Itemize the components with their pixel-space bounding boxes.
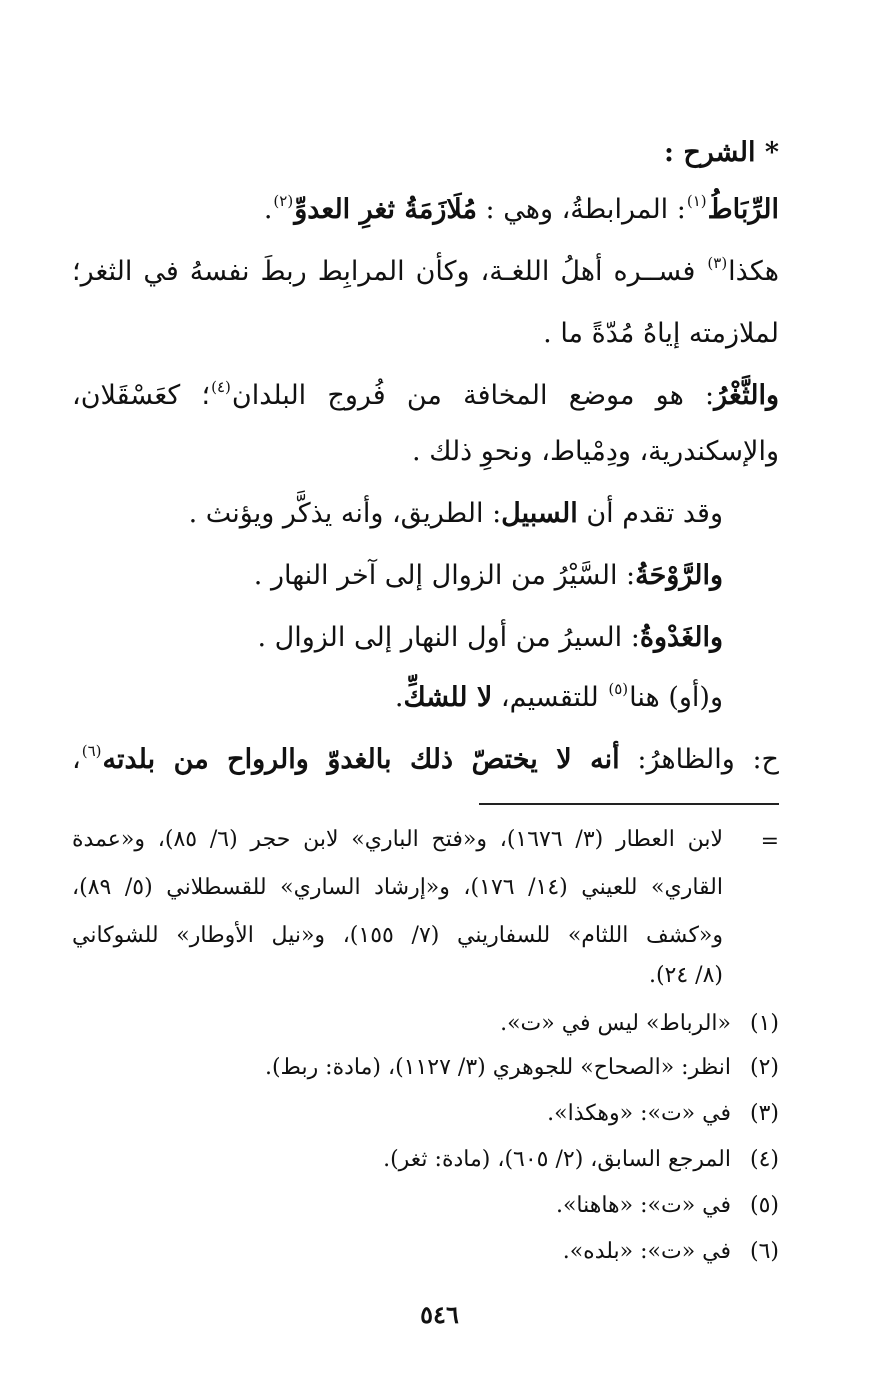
body-line-5: والإسكندرية، ودِمْياط، ونحوِ ذلك . <box>412 436 779 467</box>
footnote-number: (٥) <box>749 1193 779 1218</box>
footnote-cont-line-3: و«كشف اللثام» للسفاريني (٧/ ١٥٥)، و«نيل الأوطار» للشوكاني <box>72 923 723 948</box>
body-line-1 <box>264 190 779 233</box>
body-line-8 <box>257 618 723 658</box>
body-line-3: لملازمته إياهُ مُدّةً ما . <box>543 318 779 349</box>
footnote-number: (٦) <box>749 1239 779 1264</box>
term-thaghr: والثَّغْرُ <box>714 380 779 411</box>
footnote-cont-line-1: لابن العطار (٣/ ١٦٧٦)، و«فتح الباري» لابن حجر (٦/ ٨٥)، و«عمدة <box>72 827 723 852</box>
text: فســره أهلُ اللغـة، وكأن المرابِط ربطَ نفسهُ في الثغر؛ <box>72 256 707 287</box>
text: وقد تقدم أن <box>577 498 723 529</box>
footnote-text: في «ت»: «بلده». <box>562 1239 731 1264</box>
term-sabil: السبيل <box>501 498 578 529</box>
footnote-5 <box>72 1190 779 1222</box>
text: أنه لا يختصّ ذلك بالغدوّ والرواح من بلدته <box>102 744 620 775</box>
footnote-cont-line-4: (٨/ ٢٤). <box>648 963 723 988</box>
section-heading: * الشرح : <box>663 137 779 168</box>
footnote-ref: (٦) <box>81 742 102 760</box>
text: . <box>263 194 273 225</box>
footnote-3 <box>72 1098 779 1130</box>
text: . <box>394 682 404 713</box>
body-line-2 <box>72 252 779 295</box>
continuation-symbol: = <box>760 829 779 854</box>
text: و(أو) هنا <box>629 682 723 713</box>
definition: مُلَازَمَةُ ثغرِ العدوِّ <box>294 194 477 225</box>
footnote-separator <box>479 803 779 805</box>
text: ح: والظاهرُ: <box>619 744 779 775</box>
footnote-ref: (١) <box>686 192 707 210</box>
footnote-number: (١) <box>749 1011 779 1036</box>
footnote-text: المرجع السابق، (٢/ ٦٠٥)، (مادة: ثغر). <box>383 1147 731 1172</box>
term-rawha: والرَّوْحَةُ <box>635 560 723 591</box>
term-ghadwa: والغَدْوةُ <box>639 622 723 653</box>
body-line-6 <box>189 494 723 534</box>
term-ribat: الرِّبَاطُ <box>707 194 779 225</box>
footnote-2 <box>72 1052 779 1084</box>
page-number: ٥٤٦ <box>420 1300 459 1329</box>
text: : المرابطةُ، وهي : <box>476 194 686 225</box>
footnote-ref: (٣) <box>707 254 728 272</box>
text: : السيرُ من أول النهار إلى الزوال . <box>257 622 640 653</box>
footnote-text: في «ت»: «هاهنا». <box>555 1193 731 1218</box>
body-line-4 <box>72 376 779 419</box>
footnote-text: انظر: «الصحاح» للجوهري (٣/ ١١٢٧)، (مادة: ربط). <box>264 1055 731 1080</box>
footnote-1 <box>72 1008 779 1040</box>
text: : الطريق، وأنه يذكَّر ويؤنث . <box>188 498 502 529</box>
text: هكذا <box>728 256 779 287</box>
footnote-cont-line-2: القاري» للعيني (١٤/ ١٧٦)، و«إرشاد الساري» للقسطلاني (٥/ ٨٩)، <box>72 875 723 900</box>
footnote-number: (٢) <box>749 1055 779 1080</box>
text: ، <box>72 744 81 775</box>
footnote-ref: (٥) <box>608 680 629 698</box>
text: لا للشكِّ <box>403 682 493 713</box>
footnote-4 <box>72 1144 779 1176</box>
footnote-ref: (٢) <box>273 192 294 210</box>
body-line-7 <box>254 556 723 596</box>
body-line-9 <box>395 678 723 721</box>
footnote-6 <box>72 1236 779 1268</box>
text: : هو موضع المخافة من فُروج البلدان <box>231 380 715 411</box>
text: للتقسيم، <box>492 682 608 713</box>
footnote-text: في «ت»: «وهكذا». <box>547 1101 731 1126</box>
footnote-number: (٤) <box>749 1147 779 1172</box>
footnote-number: (٣) <box>749 1101 779 1126</box>
footnote-ref: (٤) <box>211 378 231 396</box>
footnote-text: «الرباط» ليس في «ت». <box>500 1011 731 1036</box>
text: : السَّيْرُ من الزوال إلى آخر النهار . <box>253 560 636 591</box>
text: ؛ كعَسْقَلان، <box>72 380 211 411</box>
body-line-10 <box>72 740 779 783</box>
